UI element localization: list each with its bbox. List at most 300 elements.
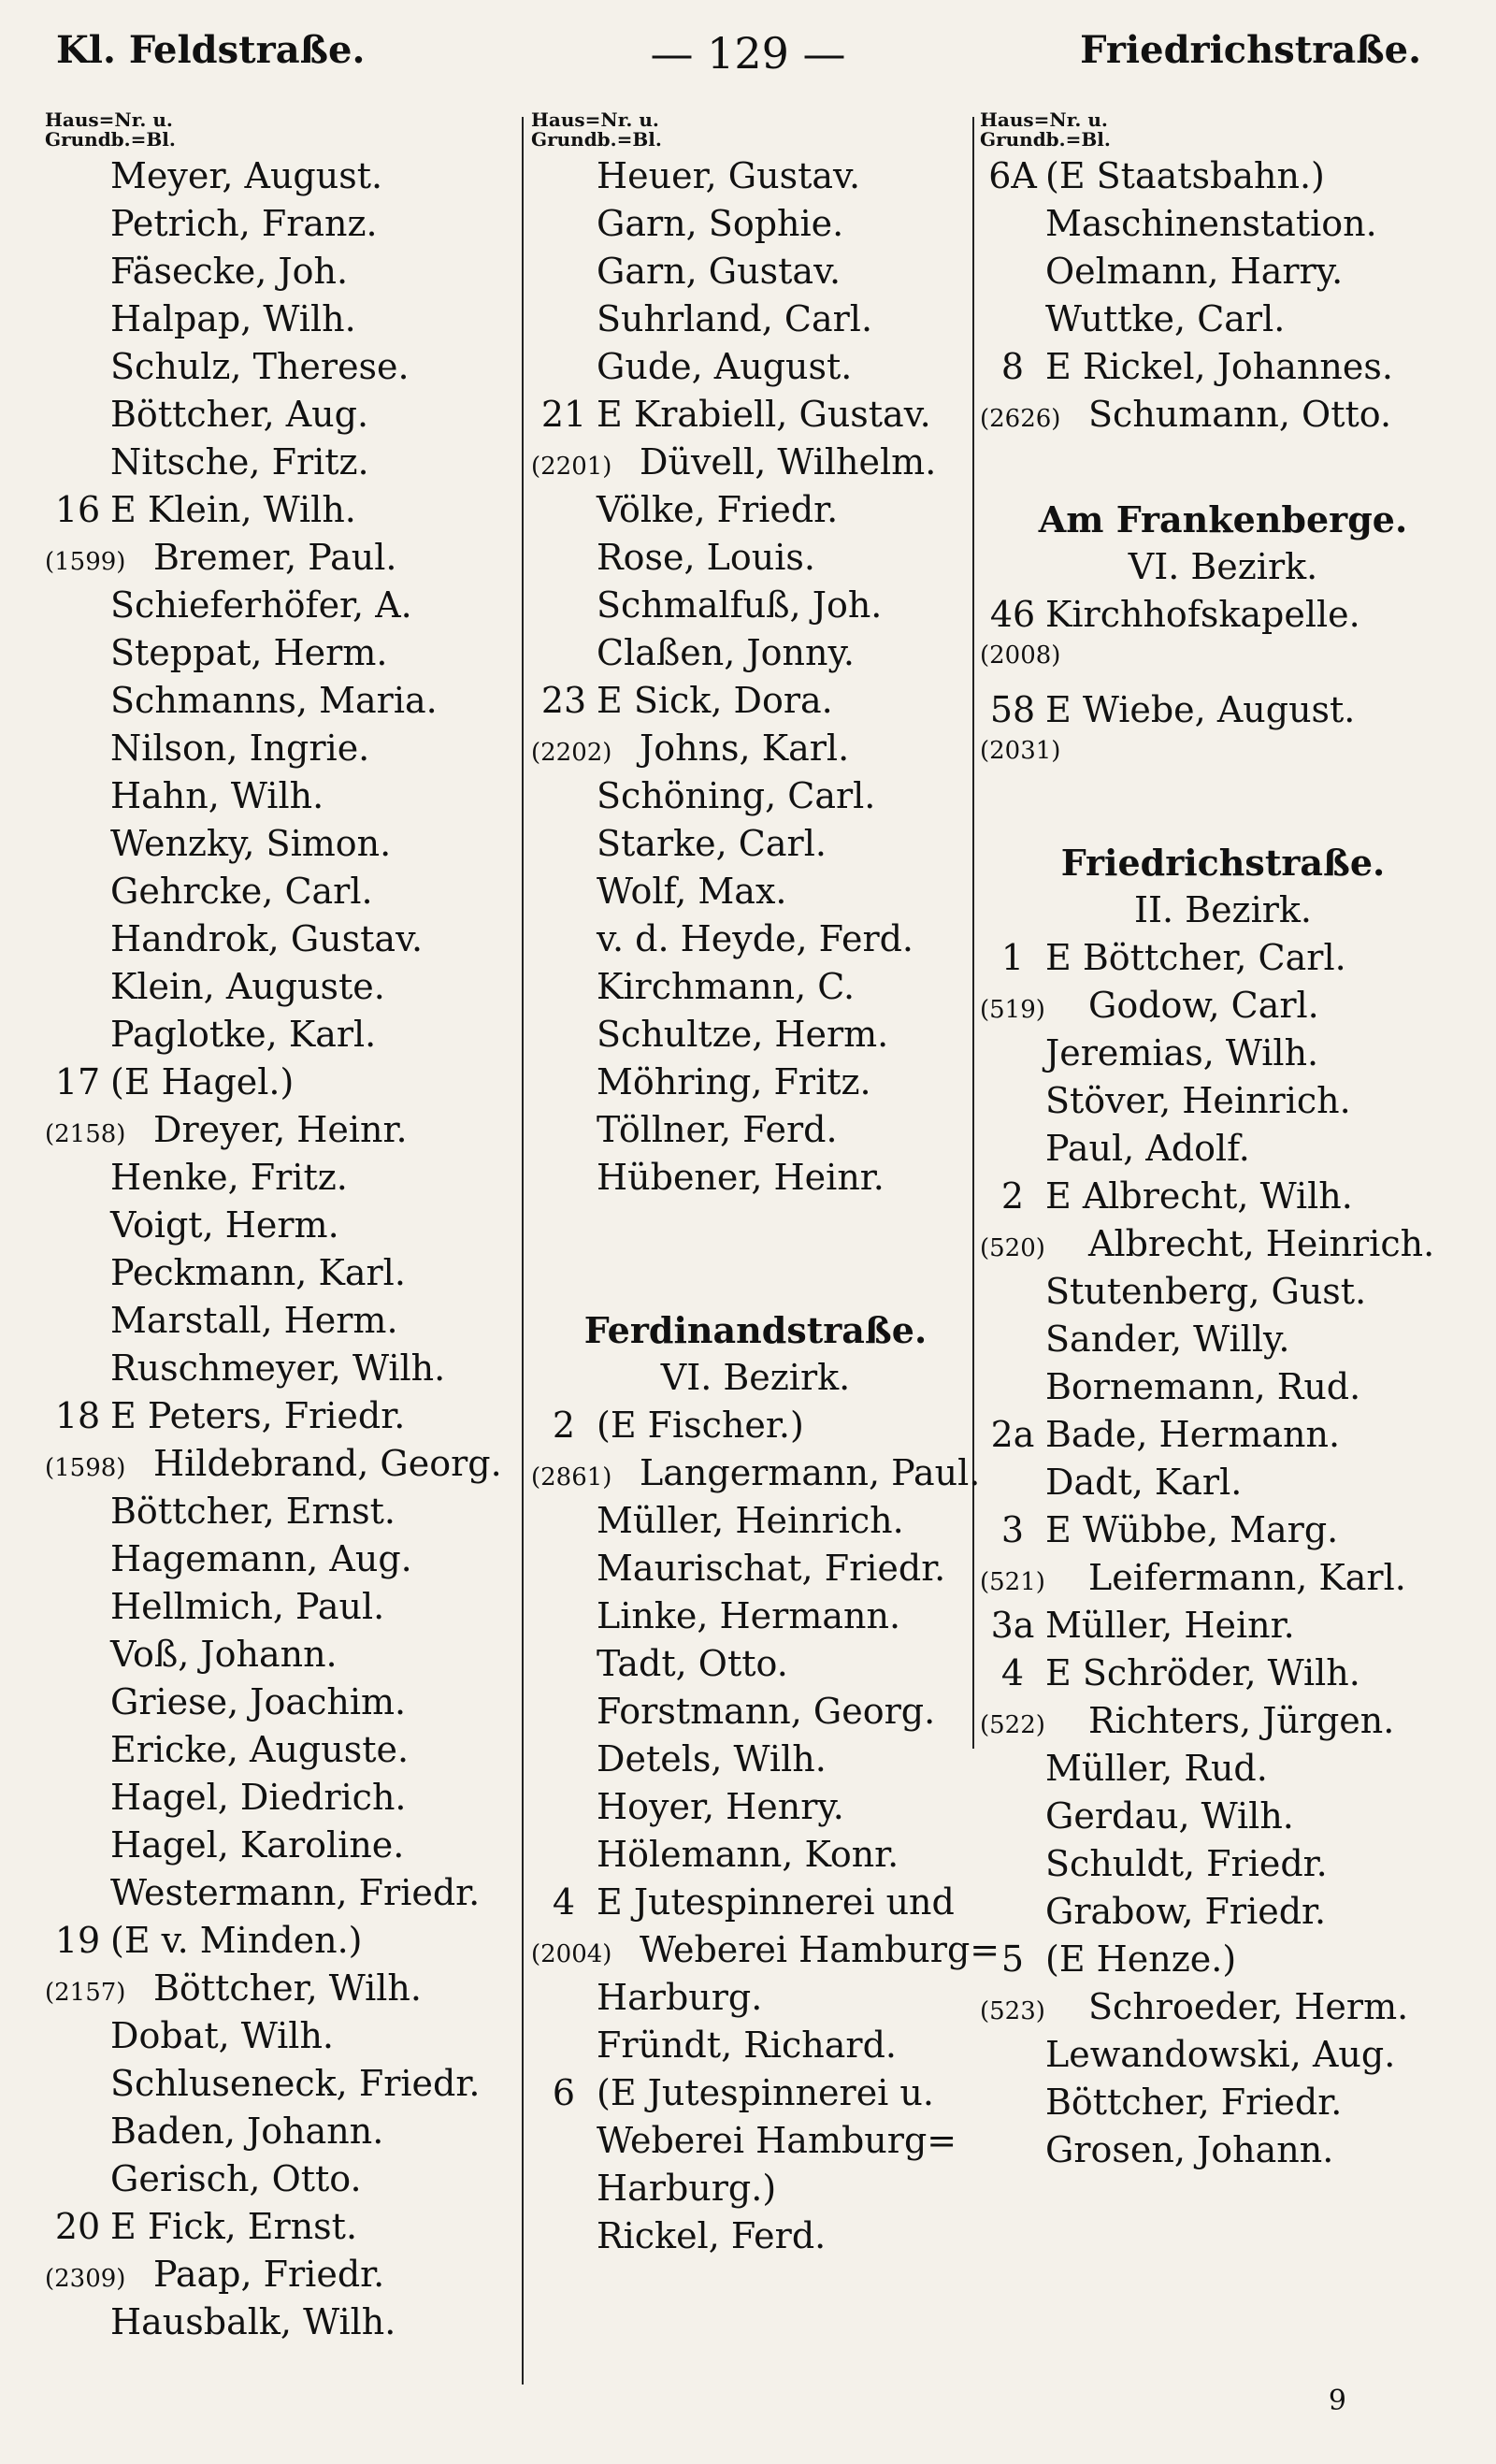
- resident-name: (E Hagel.): [110, 1061, 295, 1102]
- resident-name: Hellmich, Paul.: [110, 1586, 385, 1627]
- resident-name: v. d. Heyde, Ferd.: [597, 918, 914, 959]
- resident-name: Schieferhöfer, A.: [110, 584, 412, 626]
- entry-row: [980, 298, 1466, 346]
- entry-row: [980, 1509, 1466, 1557]
- entry-list: [531, 155, 980, 1204]
- resident-name: Grosen, Johann.: [1045, 2129, 1334, 2170]
- entry-row: [980, 641, 1466, 689]
- signature-mark: 9: [1328, 2385, 1346, 2417]
- resident-name: Stutenberg, Gust.: [1045, 1271, 1367, 1312]
- entry-row: [531, 489, 980, 537]
- deed-register-number: (2626): [980, 405, 1061, 433]
- resident-name: Böttcher, Ernst.: [110, 1491, 396, 1532]
- house-number: 3: [1000, 1509, 1025, 1550]
- resident-name: Dreyer, Heinr.: [153, 1109, 408, 1150]
- resident-name: Starke, Carl.: [597, 823, 827, 864]
- house-number: 3a: [990, 1605, 1035, 1646]
- entry-row: [45, 441, 531, 489]
- entry-list: [980, 937, 1466, 2177]
- entry-row: [531, 2215, 980, 2263]
- entry-row: [531, 203, 980, 251]
- resident-name: Petrich, Franz.: [110, 203, 378, 244]
- entry-row: [980, 1032, 1466, 1080]
- resident-name: E Böttcher, Carl.: [1045, 937, 1346, 978]
- entry-row: [980, 937, 1466, 985]
- spacer: [531, 1204, 980, 1300]
- resident-name: Ruschmeyer, Wilh.: [110, 1347, 446, 1389]
- entry-row: [980, 1128, 1466, 1175]
- resident-name: E Wübbe, Marg.: [1045, 1509, 1339, 1550]
- entry-row: [980, 251, 1466, 298]
- resident-name: Möhring, Fritz.: [597, 1061, 871, 1102]
- column-2: [531, 108, 1000, 2263]
- resident-name: Oelmann, Harry.: [1045, 251, 1344, 292]
- resident-name: Hildebrand, Georg.: [153, 1443, 502, 1484]
- deed-register-number: (2861): [531, 1463, 612, 1491]
- entry-row: [45, 2254, 531, 2301]
- entry-row: [980, 1938, 1466, 1986]
- entry-row: [531, 1452, 980, 1500]
- resident-name: Böttcher, Aug.: [110, 394, 369, 435]
- entry-row: [531, 394, 980, 441]
- resident-name: Schroeder, Herm.: [1088, 1986, 1409, 2027]
- entry-row: [531, 1929, 1000, 1977]
- house-number: 5: [1000, 1938, 1025, 1980]
- resident-name: Nilson, Ingrie.: [110, 728, 370, 769]
- entry-row: [980, 1843, 1466, 1891]
- column-head-line: Grundb.=Bl.: [531, 128, 662, 151]
- entry-row: [980, 1605, 1466, 1652]
- entry-row: [980, 1748, 1466, 1795]
- street-heading: Am Frankenberge.: [1038, 498, 1408, 540]
- deed-register-number: (519): [980, 996, 1045, 1024]
- resident-name: E Schröder, Wilh.: [1045, 1652, 1360, 1693]
- resident-name: Müller, Heinrich.: [597, 1500, 904, 1541]
- entry-row: [45, 1252, 531, 1300]
- resident-name: Kirchmann, C.: [597, 966, 856, 1007]
- entry-row: [45, 1729, 531, 1777]
- resident-name: Tadt, Otto.: [597, 1643, 788, 1684]
- entry-row: [980, 689, 1466, 737]
- resident-name: Wuttke, Carl.: [1045, 298, 1286, 339]
- entry-row: [45, 632, 531, 680]
- entry-row: [980, 394, 1466, 441]
- entry-row: [980, 1795, 1466, 1843]
- entry-row: [45, 823, 531, 871]
- street-heading: Friedrichstraße.: [1060, 842, 1386, 884]
- resident-name: Richters, Jürgen.: [1088, 1700, 1395, 1741]
- resident-name: Peckmann, Karl.: [110, 1252, 406, 1293]
- entry-row: [531, 775, 980, 823]
- entry-row: [531, 1500, 980, 1548]
- entry-row: [45, 966, 531, 1014]
- resident-name: E Wiebe, August.: [1045, 689, 1356, 730]
- entry-row: [531, 2025, 980, 2072]
- resident-name: E Klein, Wilh.: [110, 489, 356, 530]
- entry-row: [531, 2120, 980, 2168]
- resident-name: Heuer, Gustav.: [597, 155, 861, 196]
- entry-row: [45, 1443, 531, 1491]
- entry-row: [45, 2158, 531, 2206]
- house-number: 23: [540, 680, 587, 721]
- resident-name: Detels, Wilh.: [597, 1738, 827, 1780]
- resident-name: Schuldt, Friedr.: [1045, 1843, 1328, 1884]
- deed-register-number: (1599): [45, 548, 126, 576]
- resident-name: Böttcher, Friedr.: [1045, 2082, 1343, 2123]
- entry-row: [531, 1977, 980, 2025]
- resident-name: Gehrcke, Carl.: [110, 871, 373, 912]
- resident-name: Weberei Hamburg=: [640, 1929, 1000, 1970]
- entry-row: [980, 1366, 1466, 1414]
- column-head-line: Grundb.=Bl.: [45, 128, 176, 151]
- entry-row: [45, 2301, 531, 2349]
- entry-row: [45, 1395, 531, 1443]
- entry-row: [980, 1175, 1466, 1223]
- entry-row: [980, 346, 1466, 394]
- resident-name: Voigt, Herm.: [110, 1204, 339, 1246]
- resident-name: E Peters, Friedr.: [110, 1395, 406, 1436]
- entry-row: [531, 1738, 980, 1786]
- resident-name: E Fick, Ernst.: [110, 2206, 358, 2247]
- entry-row: [45, 584, 531, 632]
- resident-name: Stöver, Heinrich.: [1045, 1080, 1351, 1121]
- entry-row: [980, 985, 1466, 1032]
- resident-name: E Jutespinnerei und: [597, 1881, 955, 1923]
- resident-name: Griese, Joachim.: [110, 1681, 407, 1722]
- entry-row: [980, 1891, 1466, 1938]
- house-number: 6A: [988, 155, 1037, 196]
- resident-name: Halpap, Wilh.: [110, 298, 356, 339]
- spacer: [980, 441, 1466, 489]
- entry-row: [531, 298, 980, 346]
- entry-row: [980, 2034, 1466, 2082]
- entry-row: [531, 1834, 980, 1881]
- resident-name: Töllner, Ferd.: [597, 1109, 838, 1150]
- resident-name: Wenzky, Simon.: [110, 823, 392, 864]
- entry-row: [980, 2082, 1466, 2129]
- entry-row: [45, 1824, 531, 1872]
- resident-name: Fäsecke, Joh.: [110, 251, 349, 292]
- column-head-line: Grundb.=Bl.: [980, 128, 1111, 151]
- resident-name: Weberei Hamburg=: [597, 2120, 957, 2161]
- column-head: [531, 110, 980, 151]
- deed-register-number: (2157): [45, 1979, 126, 2007]
- entry-row: [531, 1157, 980, 1204]
- house-number: 2: [552, 1405, 576, 1446]
- resident-name: Sander, Willy.: [1045, 1318, 1290, 1360]
- resident-name: Garn, Gustav.: [597, 251, 842, 292]
- header-left-street: Kl. Feldstraße.: [56, 28, 366, 72]
- entry-row: [531, 1061, 980, 1109]
- column-head: [980, 110, 1466, 151]
- entry-row: [980, 203, 1466, 251]
- resident-name: Albrecht, Heinrich.: [1088, 1223, 1435, 1264]
- resident-name: E Krabiell, Gustav.: [597, 394, 931, 435]
- resident-name: Hölemann, Konr.: [597, 1834, 899, 1875]
- resident-name: (E Jutespinnerei u.: [597, 2072, 934, 2113]
- entry-row: [45, 2111, 531, 2158]
- resident-name: Hausbalk, Wilh.: [110, 2301, 396, 2342]
- entry-row: [531, 155, 980, 203]
- resident-name: Meyer, August.: [110, 155, 383, 196]
- entry-row: [45, 871, 531, 918]
- entry-row: [980, 594, 1466, 641]
- house-number: 18: [54, 1395, 101, 1436]
- house-number: 6: [552, 2072, 576, 2113]
- column-head-line: Haus=Nr. u.: [531, 108, 659, 131]
- district-label: VI. Bezirk.: [1128, 546, 1318, 587]
- entry-row: [980, 155, 1466, 203]
- resident-name: Baden, Johann.: [110, 2111, 384, 2152]
- resident-name: Hahn, Wilh.: [110, 775, 324, 816]
- spacer: [980, 785, 1466, 832]
- resident-name: Paul, Adolf.: [1045, 1128, 1250, 1169]
- resident-name: Paglotke, Karl.: [110, 1014, 377, 1055]
- entry-row: [531, 441, 980, 489]
- entry-row: [45, 680, 531, 728]
- resident-name: Bade, Hermann.: [1045, 1414, 1341, 1455]
- resident-name: Hagel, Diedrich.: [110, 1777, 407, 1818]
- resident-name: Harburg.: [597, 1977, 763, 2018]
- entry-row: [531, 1109, 980, 1157]
- entry-row: [980, 1652, 1466, 1700]
- resident-name: Dobat, Wilh.: [110, 2015, 335, 2056]
- entry-row: [980, 1318, 1466, 1366]
- entry-row: [531, 1548, 980, 1595]
- resident-name: E Rickel, Johannes.: [1045, 346, 1393, 387]
- resident-name: Westermann, Friedr.: [110, 1872, 481, 1913]
- entry-row: [45, 775, 531, 823]
- deed-register-number: (2004): [531, 1940, 612, 1968]
- entry-row: [45, 298, 531, 346]
- entry-row: [980, 1271, 1466, 1318]
- resident-name: Bremer, Paul.: [153, 537, 397, 578]
- column-head-line: Haus=Nr. u.: [980, 108, 1108, 131]
- resident-name: Müller, Heinr.: [1045, 1605, 1295, 1646]
- entry-row: [45, 918, 531, 966]
- entry-row: [45, 203, 531, 251]
- resident-name: Leifermann, Karl.: [1088, 1557, 1406, 1598]
- house-number: 20: [54, 2206, 101, 2247]
- column-1: [45, 110, 531, 2349]
- resident-name: Hagemann, Aug.: [110, 1538, 412, 1579]
- entry-row: [531, 632, 980, 680]
- resident-name: Klein, Auguste.: [110, 966, 385, 1007]
- entry-list: [980, 594, 1466, 785]
- resident-name: Godow, Carl.: [1088, 985, 1319, 1026]
- resident-name: Maschinenstation.: [1045, 203, 1377, 244]
- entry-row: [531, 537, 980, 584]
- deed-register-number: (2309): [45, 2265, 126, 2293]
- entry-list: [531, 1405, 1000, 2263]
- entry-row: [531, 346, 980, 394]
- resident-name: Schöning, Carl.: [597, 775, 876, 816]
- column-head: [45, 110, 531, 151]
- deed-register-number: (521): [980, 1568, 1045, 1596]
- entry-row: [531, 1643, 980, 1691]
- resident-name: Schmalfuß, Joh.: [597, 584, 883, 626]
- entry-row: [45, 1920, 531, 1967]
- resident-name: Gerdau, Wilh.: [1045, 1795, 1294, 1837]
- entry-row: [45, 1491, 531, 1538]
- house-number: 4: [1000, 1652, 1025, 1693]
- entry-row: [980, 1986, 1466, 2034]
- entry-row: [980, 1080, 1466, 1128]
- house-number: 2: [1000, 1175, 1025, 1217]
- column-head-line: Haus=Nr. u.: [45, 108, 173, 131]
- house-number: 46: [989, 594, 1036, 635]
- resident-name: Harburg.): [597, 2168, 777, 2209]
- house-number: 1: [1000, 937, 1025, 978]
- entry-row: [45, 1204, 531, 1252]
- resident-name: (E v. Minden.): [110, 1920, 363, 1961]
- resident-name: Schulz, Therese.: [110, 346, 410, 387]
- entry-row: [531, 584, 980, 632]
- resident-name: Handrok, Gustav.: [110, 918, 424, 959]
- entry-row: [45, 1967, 531, 2015]
- resident-name: Grabow, Friedr.: [1045, 1891, 1327, 1932]
- resident-name: Wolf, Max.: [597, 871, 787, 912]
- house-number: 21: [540, 394, 587, 435]
- deed-register-number: (2031): [980, 737, 1061, 765]
- house-number: 8: [1000, 346, 1025, 387]
- resident-name: Dadt, Karl.: [1045, 1462, 1243, 1503]
- entry-row: [531, 2072, 980, 2120]
- entry-row: [531, 1405, 980, 1452]
- deed-register-number: (2158): [45, 1120, 126, 1148]
- entry-list: [980, 155, 1466, 441]
- house-number: 19: [54, 1920, 101, 1961]
- entry-row: [531, 728, 980, 775]
- resident-name: Voß, Johann.: [110, 1634, 338, 1675]
- house-number: 17: [54, 1061, 101, 1102]
- resident-name: E Sick, Dora.: [597, 680, 833, 721]
- deed-register-number: (520): [980, 1234, 1045, 1262]
- house-number: 2a: [990, 1414, 1035, 1455]
- entry-row: [980, 1700, 1466, 1748]
- resident-name: Völke, Friedr.: [597, 489, 839, 530]
- page-number: — 129 —: [650, 28, 846, 79]
- entry-row: [45, 489, 531, 537]
- district-label: VI. Bezirk.: [660, 1357, 851, 1398]
- entry-row: [531, 966, 980, 1014]
- entry-row: [531, 1881, 980, 1929]
- resident-name: Ericke, Auguste.: [110, 1729, 410, 1770]
- resident-name: Düvell, Wilhelm.: [640, 441, 937, 483]
- resident-name: Johns, Karl.: [640, 728, 850, 769]
- resident-name: Böttcher, Wilh.: [153, 1967, 422, 2009]
- entry-row: [45, 1347, 531, 1395]
- resident-name: Gerisch, Otto.: [110, 2158, 362, 2199]
- entry-row: [45, 728, 531, 775]
- resident-name: Maurischat, Friedr.: [597, 1548, 946, 1589]
- resident-name: Claßen, Jonny.: [597, 632, 855, 673]
- resident-name: Schultze, Herm.: [597, 1014, 889, 1055]
- resident-name: Müller, Rud.: [1045, 1748, 1268, 1789]
- entry-row: [45, 394, 531, 441]
- resident-name: Henke, Fritz.: [110, 1157, 348, 1198]
- house-number: 16: [54, 489, 101, 530]
- entry-row: [980, 1557, 1466, 1605]
- entry-row: [980, 1462, 1466, 1509]
- entry-row: [45, 2206, 531, 2254]
- entry-row: [45, 1109, 531, 1157]
- entry-row: [531, 2168, 980, 2215]
- deed-register-number: (1598): [45, 1454, 126, 1482]
- resident-name: Nitsche, Fritz.: [110, 441, 369, 483]
- resident-name: Schluseneck, Friedr.: [110, 2063, 481, 2104]
- entry-row: [45, 1777, 531, 1824]
- resident-name: (E Staatsbahn.): [1045, 155, 1325, 196]
- column-3: [980, 110, 1466, 2177]
- resident-name: Hagel, Karoline.: [110, 1824, 405, 1866]
- entry-row: [980, 737, 1466, 785]
- entry-row: [45, 346, 531, 394]
- entry-row: [45, 1872, 531, 1920]
- entry-row: [45, 155, 531, 203]
- entry-row: [531, 251, 980, 298]
- resident-name: Fründt, Richard.: [597, 2025, 897, 2066]
- entry-row: [45, 2063, 531, 2111]
- resident-name: Langermann, Paul.: [640, 1452, 981, 1493]
- entry-row: [531, 823, 980, 871]
- resident-name: Gude, August.: [597, 346, 853, 387]
- district-label: II. Bezirk.: [1133, 889, 1313, 930]
- resident-name: Hoyer, Henry.: [597, 1786, 844, 1827]
- resident-name: Kirchhofskapelle.: [1045, 594, 1360, 635]
- entry-row: [531, 1014, 980, 1061]
- entry-row: [531, 871, 980, 918]
- resident-name: Schumann, Otto.: [1088, 394, 1392, 435]
- deed-register-number: (2201): [531, 453, 612, 481]
- entry-row: [980, 1414, 1466, 1462]
- entry-row: [45, 1681, 531, 1729]
- entry-row: [45, 1634, 531, 1681]
- resident-name: Hübener, Heinr.: [597, 1157, 885, 1198]
- resident-name: Rickel, Ferd.: [597, 2215, 827, 2256]
- house-number: 58: [989, 689, 1036, 730]
- resident-name: Paap, Friedr.: [153, 2254, 385, 2295]
- resident-name: E Albrecht, Wilh.: [1045, 1175, 1353, 1217]
- resident-name: (E Henze.): [1045, 1938, 1237, 1980]
- resident-name: Suhrland, Carl.: [597, 298, 873, 339]
- resident-name: Linke, Hermann.: [597, 1595, 901, 1636]
- entry-row: [980, 2129, 1466, 2177]
- entry-row: [45, 1586, 531, 1634]
- resident-name: Schmanns, Maria.: [110, 680, 438, 721]
- entry-row: [531, 1595, 980, 1643]
- entry-row: [45, 1014, 531, 1061]
- resident-name: (E Fischer.): [597, 1405, 804, 1446]
- resident-name: Bornemann, Rud.: [1045, 1366, 1361, 1407]
- entry-list: [45, 155, 531, 2349]
- entry-row: [45, 1300, 531, 1347]
- entry-row: [531, 1786, 980, 1834]
- entry-row: [45, 2015, 531, 2063]
- deed-register-number: (523): [980, 1997, 1045, 2025]
- deed-register-number: (522): [980, 1711, 1045, 1739]
- resident-name: Forstmann, Georg.: [597, 1691, 936, 1732]
- resident-name: Jeremias, Wilh.: [1045, 1032, 1319, 1073]
- resident-name: Steppat, Herm.: [110, 632, 388, 673]
- resident-name: Lewandowski, Aug.: [1045, 2034, 1396, 2075]
- entry-row: [980, 1223, 1466, 1271]
- entry-row: [45, 1157, 531, 1204]
- resident-name: Rose, Louis.: [597, 537, 815, 578]
- resident-name: Marstall, Herm.: [110, 1300, 398, 1341]
- street-heading: Ferdinandstraße.: [583, 1309, 928, 1351]
- entry-row: [531, 1691, 980, 1738]
